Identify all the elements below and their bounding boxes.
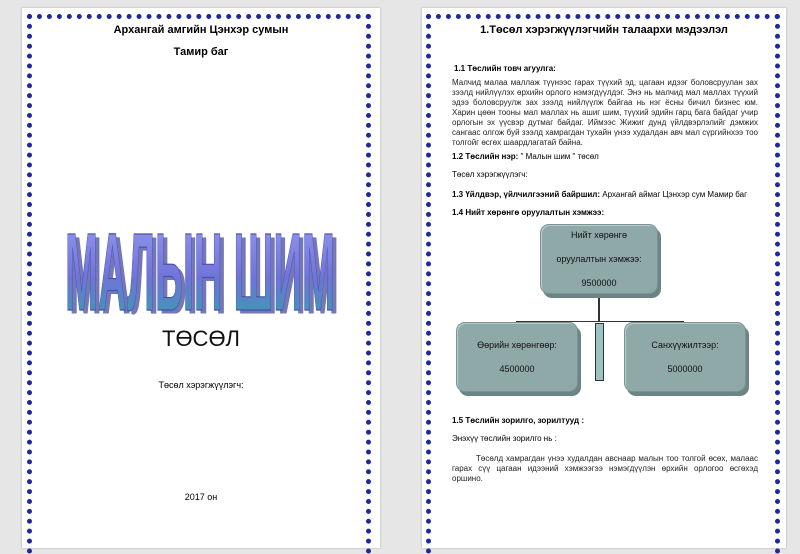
section-1-1-label: 1.1 Төслийн товч агуулга:	[454, 64, 556, 73]
diagram-connector-vertical	[598, 292, 600, 322]
diagram-total-line1: Нийт хөрөнгө	[571, 230, 627, 240]
section-1-4-label: 1.4 Нийт хөрөнгө оруулалтын хэмжээ:	[452, 208, 605, 217]
section-1-3-value: Архангай аймаг Цэнхэр сум Мамир баг	[602, 190, 748, 199]
diagram-own-funds-box	[456, 322, 578, 392]
diagram-financing-label: Санхүүжилтээр:	[651, 340, 719, 350]
section-1-2-label: 1.2 Төслийн нэр:	[452, 152, 519, 161]
cover-author-label: Төсөл хэрэгжүүлэгч:	[158, 380, 244, 390]
section-1-5-label: 1.5 Төслийн зорилго, зорилтууд :	[452, 416, 584, 425]
diagram-total-value: 9500000	[581, 278, 617, 288]
section-1-3-label: 1.3 Үйлдвэр, үйлчилгээний байршил:	[452, 190, 601, 199]
cover-header-line1: Архангай амгийн Цэнхэр сумын	[113, 24, 289, 36]
diagram-own-funds-label: Өөрийн хөрөнгөөр:	[477, 340, 557, 350]
info-heading: 1.Төсөл хэрэгжүүлэгчийн талаархи мэдээлэл	[480, 24, 728, 36]
cover-header-line2: Тамир баг	[173, 46, 229, 58]
wordart-text: МАЛЫН ШИМ	[65, 209, 336, 333]
diagram-total-line2: оруулалтын хэмжээ:	[556, 254, 642, 264]
diagram-financing-value: 5000000	[667, 364, 703, 374]
cover-page	[22, 8, 380, 548]
svg-text:МАЛЫН ШИМ: МАЛЫН ШИМ	[68, 212, 339, 333]
info-page	[422, 8, 786, 548]
section-1-2	[452, 152, 599, 161]
section-1-1-text: Малчид малаа маллаж түүнээс гарах түүхий эд, цагаан идээг боловсруулан зах зээлд нийлүүлэх өрхийн орлого нэмэгдүүлдэг. Энэ нь малчид мал маллах түүхий эдээ боловсруулж зах зээлд нийлүүлж байгаа нь нэг ёсны бичил бизнес юм. Харин цөөн тооны мал маллах нь ашиг шим, түүхий эдийн гарц бага байдаг учир орлогын эх үүсвэр дутмаг байдаг. Иймээс Жижиг дунд үйлдвэрлэлийг дэмжих сангааc олгож буй зээлд хамрагдан тухайн үнээ худалдан авч мал сүргийнхээ тоо толгойг өсгөх шаардлагатай байна.	[452, 78, 758, 147]
section-1-5-intro: Энэхүү төслийн зорилго нь :	[452, 434, 557, 443]
diagram-center-bar	[595, 323, 604, 381]
section-1-5-text: Төсөлд хамрагдан үнээ худалдан авснаар малын тоо толгой өсөх, малаас гарах сүү цагаан идээний хэмжээгээ нэмэгдүүлэн өрхийн орлогоо өсгөхэд оршино.	[452, 454, 758, 483]
section-1-2-implementer: Төсөл хэрэгжүүлэгч:	[452, 170, 528, 179]
diagram-financing-box	[624, 322, 746, 392]
section-1-2-value: " Малын шим " төсөл	[520, 152, 599, 161]
diagram-own-funds-value: 4500000	[499, 364, 535, 374]
wordart-title	[62, 173, 342, 333]
cover-year: 2017 он	[184, 492, 218, 502]
cover-title: ТӨСӨЛ	[162, 326, 240, 351]
diagram-total-box	[540, 224, 658, 294]
section-1-3	[452, 190, 747, 199]
